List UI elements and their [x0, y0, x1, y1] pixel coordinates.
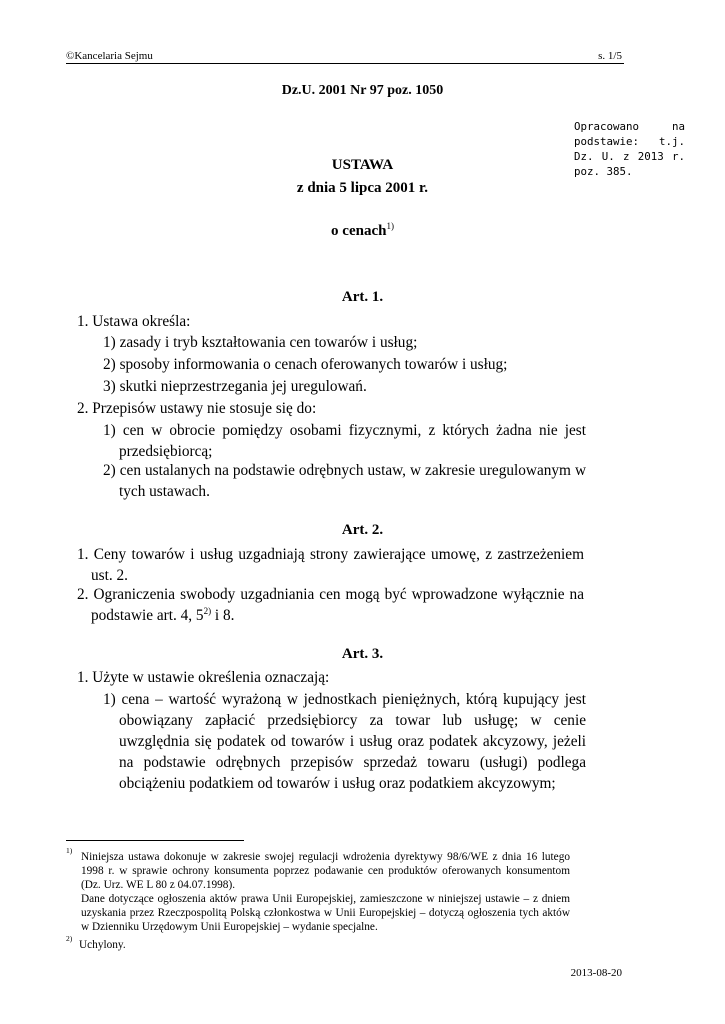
header-divider: [66, 63, 624, 64]
act-subject: [0, 223, 725, 240]
footer-date: 2013-08-20: [570, 967, 622, 979]
side-note: Opracowano na podstawie: t.j. Dz. U. z 2013 r. poz. 385.: [574, 120, 685, 178]
art2-heading: Art. 2.: [341, 522, 384, 538]
footnote-mark-2: 2): [66, 934, 73, 944]
footnote-2-text: Uchylony.: [79, 939, 126, 951]
header-copyright: ©Kancelaria Sejmu: [66, 50, 153, 62]
art2-para1: 1. Ceny towarów i usług uzgadniają strony zawierające umowę, z zastrzeżeniem ust. 2.: [77, 546, 584, 584]
footnote-divider: [66, 840, 244, 841]
art2-para2: [77, 584, 584, 626]
act-subject-text: o cenach: [331, 223, 387, 239]
art3-heading: Art. 3.: [341, 646, 384, 662]
art1-para2-item: 2) cen ustalanych na podstawie odrębnych ustaw, w zakresie uregulowanym w tych ustawach.: [103, 462, 586, 500]
journal-reference: Dz.U. 2001 Nr 97 poz. 1050: [281, 83, 444, 98]
art1-para2-item: 1) cen w obrocie pomiędzy osobami fizycznymi, z których żadna nie jest przedsiębiorcą;: [103, 422, 586, 460]
art1-para1-item: 2) sposoby informowania o cenach oferowanych towarów i usług;: [103, 356, 508, 373]
art1-para2: 2. Przepisów ustawy nie stosuje się do:: [77, 400, 317, 417]
art3-para1: 1. Użyte w ustawie określenia oznaczają:: [77, 669, 330, 686]
act-type-title: USTAWA: [331, 157, 394, 173]
footnote-ref-2[interactable]: 2): [203, 605, 212, 616]
art2-para2-text: 2. Ograniczenia swobody uzgadniania cen mogą być wprowadzone wyłącznie na podstawie art. 4, 5: [77, 586, 584, 624]
footnote-ref-1[interactable]: 1): [386, 221, 394, 231]
footnote-mark-1: 1): [66, 846, 73, 856]
footnote-1-text2: Dane dotyczące ogłoszenia aktów prawa Unii Europejskiej, zamieszczone w niniejszej ustawie – z dniem uzyskania przez Rzeczpospolitą Polską członkostwa w Unii Europejskiej – dotyczą ogłoszenia tych aktów w Dzienniku Urzędowym Unii Europejskiej – wydanie specjalne.: [81, 893, 570, 933]
header-page-number: s. 1/5: [598, 50, 622, 62]
art3-para1-item: 1) cena – wartość wyrażoną w jednostkach pieniężnych, którą kupujący jest obowiązany zapłacić przedsiębiorcy za towar lub usługę; w cenie uwzględnia się podatek od towarów i usług oraz podatek akcyzowy, jeżeli na podstawie odrębnych przepisów sprzedaż towaru (usługi) podlega obciążeniu podatkiem od towarów i usług oraz podatkiem akcyzowym;: [103, 691, 586, 792]
act-date: z dnia 5 lipca 2001 r.: [296, 180, 429, 196]
art1-heading: Art. 1.: [341, 289, 384, 305]
art1-para1-item: 1) zasady i tryb kształtowania cen towarów i usług;: [103, 334, 418, 351]
art1-para1: 1. Ustawa określa:: [77, 313, 191, 330]
art2-para2-tail: i 8.: [211, 607, 235, 624]
art1-para1-item: 3) skutki nieprzestrzegania jej uregulowań.: [103, 378, 367, 395]
footnote-1-text: Niniejsza ustawa dokonuje w zakresie swojej regulacji wdrożenia dyrektywy 98/6/WE z dnia 16 lutego 1998 r. w sprawie ochrony konsumenta poprzez podawanie cen produktów oferowanych konsumentom (Dz. Urz. WE L 80 z 04.07.1998).: [81, 851, 570, 891]
